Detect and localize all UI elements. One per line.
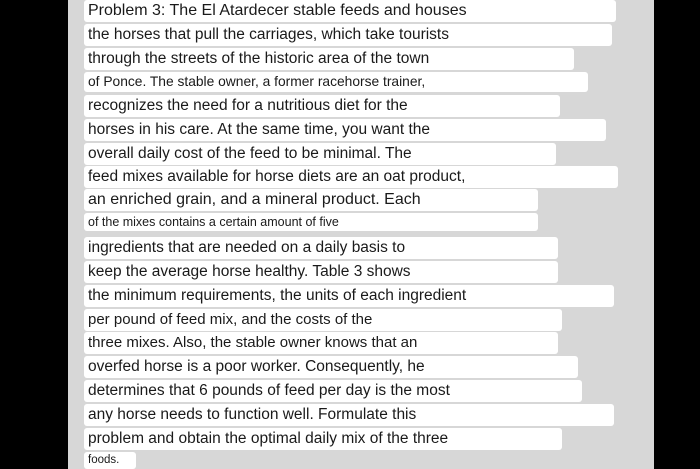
text-line: the minimum requirements, the units of each ingredient [84,285,614,307]
text-line: horses in his care. At the same time, you want the [84,119,606,141]
text-line: recognizes the need for a nutritious diet for the [84,95,560,117]
text-line: foods. [84,452,136,469]
text-line: overall daily cost of the feed to be minimal. The [84,143,556,165]
text-line: an enriched grain, and a mineral product. Each [84,189,538,211]
text-line: feed mixes available for horse diets are an oat product, [84,166,618,188]
text-line: keep the average horse healthy. Table 3 shows [84,261,558,283]
text-line: problem and obtain the optimal daily mix of the three [84,428,562,450]
text-line: of Ponce. The stable owner, a former racehorse trainer, [84,72,588,92]
text-line: ingredients that are needed on a daily basis to [84,237,558,259]
text-line: Problem 3: The El Atardecer stable feeds and houses [84,0,616,22]
text-line: the horses that pull the carriages, which take tourists [84,24,612,46]
text-line: overfed horse is a poor worker. Consequently, he [84,356,578,378]
text-line: determines that 6 pounds of feed per day is the most [84,380,582,402]
text-line: of the mixes contains a certain amount of five [84,213,538,231]
text-line: per pound of feed mix, and the costs of the [84,309,562,331]
text-line: through the streets of the historic area of the town [84,48,574,70]
text-line: three mixes. Also, the stable owner knows that an [84,332,558,354]
text-line: any horse needs to function well. Formulate this [84,404,614,426]
